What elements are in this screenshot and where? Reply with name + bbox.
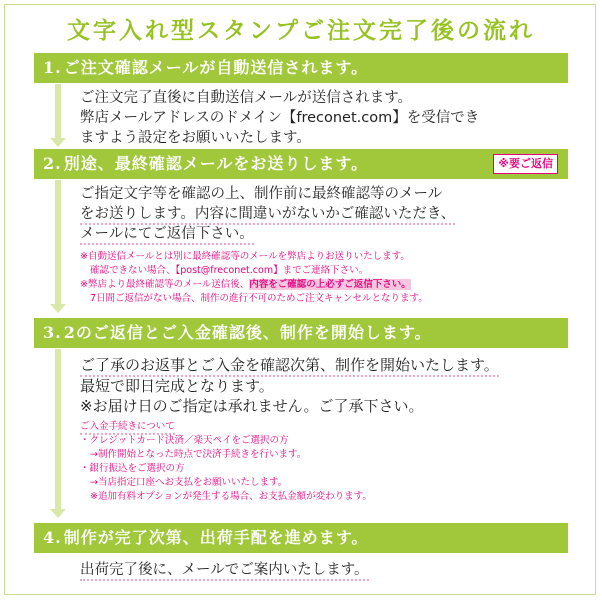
step-4-number: 4. xyxy=(43,528,62,547)
step-3-body-line xyxy=(80,355,499,376)
page-title: 文字入れ型スタンプご注文完了後の流れ xyxy=(67,17,535,44)
step-4-body xyxy=(80,560,369,580)
payment-line: →制作開始となった時点で決済手続きを行います。 xyxy=(90,449,307,460)
step-2-note xyxy=(80,278,428,292)
step-4-body-text: 出荷完了後に、メールでご案内いたします。 xyxy=(80,562,369,581)
step-4-heading: 制作が完了次第、出荷手配を進めます。 xyxy=(63,528,369,547)
step-1-body-line: ますよう設定をお願いいたします。 xyxy=(80,130,311,146)
step-2-note: 確認できない場合、【post@freconet.com】までご連絡下さい。 xyxy=(90,265,369,276)
step-1-body xyxy=(80,88,479,148)
step-3-heading: 2のご返信とご入金確認後、制作を開始します。 xyxy=(63,323,432,342)
step-3-body-line: ※お届け日のご指定は承れません。ご了承下さい。 xyxy=(80,397,424,415)
step-2-note: ※自動送信メールとは別に最終確認等のメールを弊店よりお送りいたします。 xyxy=(80,251,410,262)
payment-info xyxy=(80,420,372,504)
payment-line: ※追加有料オプションが発生する場合、お支払金額が変わります。 xyxy=(90,491,372,502)
payment-heading: ご入金手続きについて xyxy=(80,421,175,435)
step-3-number: 3. xyxy=(43,323,62,342)
step-1-number: 1. xyxy=(43,58,62,77)
step-2-body-line: ご指定文字等を確認の上、制作前に最終確認等のメール xyxy=(80,186,443,202)
step-2-body-text: をお送りします。内容に間違いがないかご確認いただき、 xyxy=(80,206,455,225)
payment-line: →当店指定口座へお支払をお願いいたします。 xyxy=(90,477,288,488)
step-3-body-line: 最短で即日完成となります。 xyxy=(80,376,274,395)
step-1-heading-bar xyxy=(34,53,568,83)
step-4-body-line xyxy=(80,560,369,580)
step-2-note-text: ※弊店より最終確認等のメール送信後、 xyxy=(80,279,250,290)
step-3-body-text: ご了承のお返事とご入金を確認次第、制作を開始いたします。 xyxy=(80,356,499,377)
step-2-body-line xyxy=(80,204,455,224)
reply-highlight: 内容をご確認の上必ずご返信下さい。 xyxy=(249,279,411,290)
step-2-body-line xyxy=(80,224,455,244)
step-3-heading-bar xyxy=(34,318,568,348)
step-3-arrow-icon xyxy=(55,349,61,511)
step-1-arrow-icon xyxy=(55,84,61,140)
step-2-number: 2. xyxy=(43,154,62,173)
step-2-body xyxy=(80,184,455,244)
step-2-heading-bar xyxy=(34,149,568,179)
step-3-body xyxy=(80,355,499,417)
step-1-body-line: ご注文完了直後に自動送信メールが送信されます。 xyxy=(80,90,413,106)
step-4-heading-bar xyxy=(34,523,568,553)
payment-heading-line xyxy=(80,420,372,434)
payment-line: ・クレジットカード決済／楽天ペイをご選択の方 xyxy=(80,435,289,446)
step-1-body-line: 弊店メールアドレスのドメイン【freconet.com】を受信でき xyxy=(80,110,480,126)
payment-line: ・銀行振込をご選択の方 xyxy=(80,463,185,474)
step-2-note: 7日間ご返信がない場合、制作の進行不可のためご注文キャンセルとなります。 xyxy=(90,293,428,304)
step-2-heading: 別途、最終確認メールをお送りします。 xyxy=(63,154,369,173)
step-2-arrow-icon xyxy=(55,180,61,306)
reply-required-badge: ※要ご返信 xyxy=(493,154,558,174)
step-2-notes xyxy=(80,250,428,306)
step-1-heading: ご注文確認メールが自動送信されます。 xyxy=(63,58,369,77)
step-2-body-text: メールにてご返信下さい。 xyxy=(80,226,254,245)
